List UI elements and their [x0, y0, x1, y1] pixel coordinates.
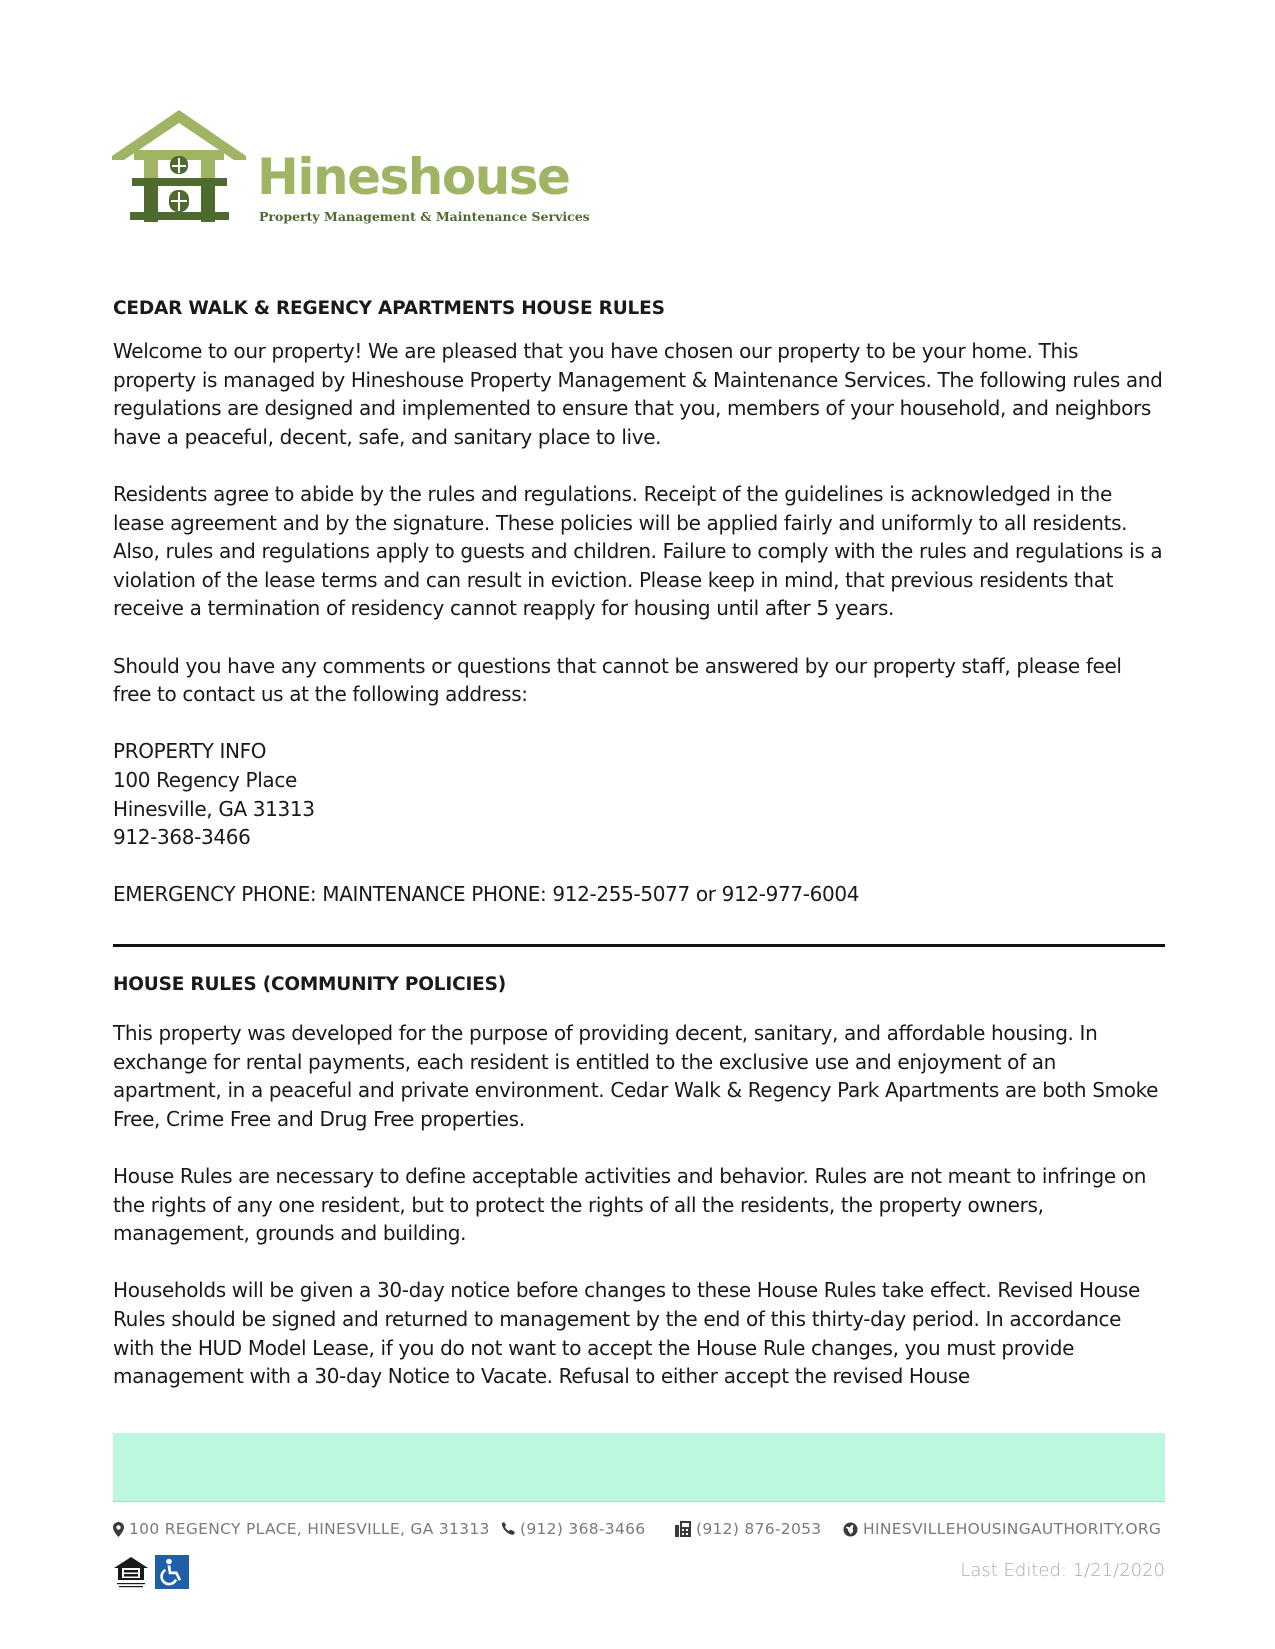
purpose-paragraph: This property was developed for the purpose of providing decent, sanitary, and affordable housing. In exchange for rental payments, each resident is entitled to the exclusive use and enjoyment of an apartment, in a peaceful and private environment. Cedar Walk & Regency Park Apartments are both Smoke Free, Crime Free and Drug Free properties.	[113, 1021, 1159, 1131]
page-title: CEDAR WALK & REGENCY APARTMENTS HOUSE RULES	[113, 298, 665, 319]
footer-address-text: 100 REGENCY PLACE, HINESVILLE, GA 31313	[129, 1520, 490, 1538]
brand-tagline: Property Management & Maintenance Services	[259, 209, 590, 224]
house-logo-icon	[112, 110, 247, 222]
map-pin-icon	[113, 1522, 124, 1537]
phone-icon	[501, 1522, 515, 1536]
footer-fax	[675, 1520, 821, 1538]
footer-website[interactable]	[843, 1520, 1161, 1538]
property-info-label: PROPERTY INFO	[113, 739, 267, 764]
globe-icon	[843, 1522, 858, 1537]
equal-housing-icon	[113, 1555, 149, 1589]
footer-phone	[501, 1520, 645, 1538]
agreement-paragraph: Residents agree to abide by the rules and regulations. Receipt of the guidelines is acknowledged in the lease agreement and by the signature. These policies will be applied fairly and uniformly to all residents. Also, rules and regulations apply to guests and children. Failure to comply with the rules and regulations is a violation of the lease terms and can result in eviction. Please keep in mind, that previous residents that receive a termination of residency cannot reapply for housing until after 5 years.	[113, 481, 1163, 621]
property-street: 100 Regency Place	[113, 767, 297, 792]
brand-name: Hineshouse	[257, 148, 570, 206]
footer-address	[113, 1520, 490, 1538]
footer-contact-row	[113, 1520, 1165, 1544]
footer-band	[113, 1433, 1165, 1502]
footer-badges	[113, 1555, 189, 1589]
company-logo	[112, 110, 590, 230]
intro-section	[113, 298, 1165, 909]
contact-paragraph: Should you have any comments or questions that cannot be answered by our property staff, please feel free to contact us at the following address:	[113, 653, 1122, 707]
footer-fax-text: (912) 876-2053	[696, 1520, 822, 1538]
fax-icon	[675, 1521, 691, 1537]
property-city: Hinesville, GA 31313	[113, 796, 315, 821]
section-title: HOUSE RULES (COMMUNITY POLICIES)	[113, 974, 506, 995]
rules-necessity-paragraph: House Rules are necessary to define acceptable activities and behavior. Rules are not meant to infringe on the rights of any one resident, but to protect the rights of all the residents, the property owners, management, grounds and building.	[113, 1163, 1147, 1246]
emergency-phone: EMERGENCY PHONE: MAINTENANCE PHONE: 912-255-5077 or 912-977-6004	[113, 882, 860, 907]
accessibility-icon	[155, 1555, 189, 1589]
footer-website-link[interactable]: HINESVILLEHOUSINGAUTHORITY.ORG	[863, 1520, 1162, 1538]
property-phone: 912-368-3466	[113, 825, 251, 850]
notice-paragraph: Households will be given a 30-day notice before changes to these House Rules take effect. Revised House Rules should be signed and returned to management by the end of this thirty-day period. In accordance with the HUD Model Lease, if you do not want to accept the House Rule changes, you must provide management with a 30-day Notice to Vacate. Refusal to either accept the revised House	[113, 1278, 1140, 1389]
section-divider	[113, 944, 1165, 947]
footer-phone-text: (912) 368-3466	[520, 1520, 646, 1538]
house-rules-section	[113, 974, 1165, 1419]
last-edited: Last Edited: 1/21/2020	[960, 1560, 1165, 1581]
welcome-paragraph: Welcome to our property! We are pleased that you have chosen our property to be your home. This property is managed by Hineshouse Property Management & Maintenance Services. The following rules and regulations are designed and implemented to ensure that you, members of your household, and neighbors have a peaceful, decent, safe, and sanitary place to live.	[113, 339, 1163, 449]
